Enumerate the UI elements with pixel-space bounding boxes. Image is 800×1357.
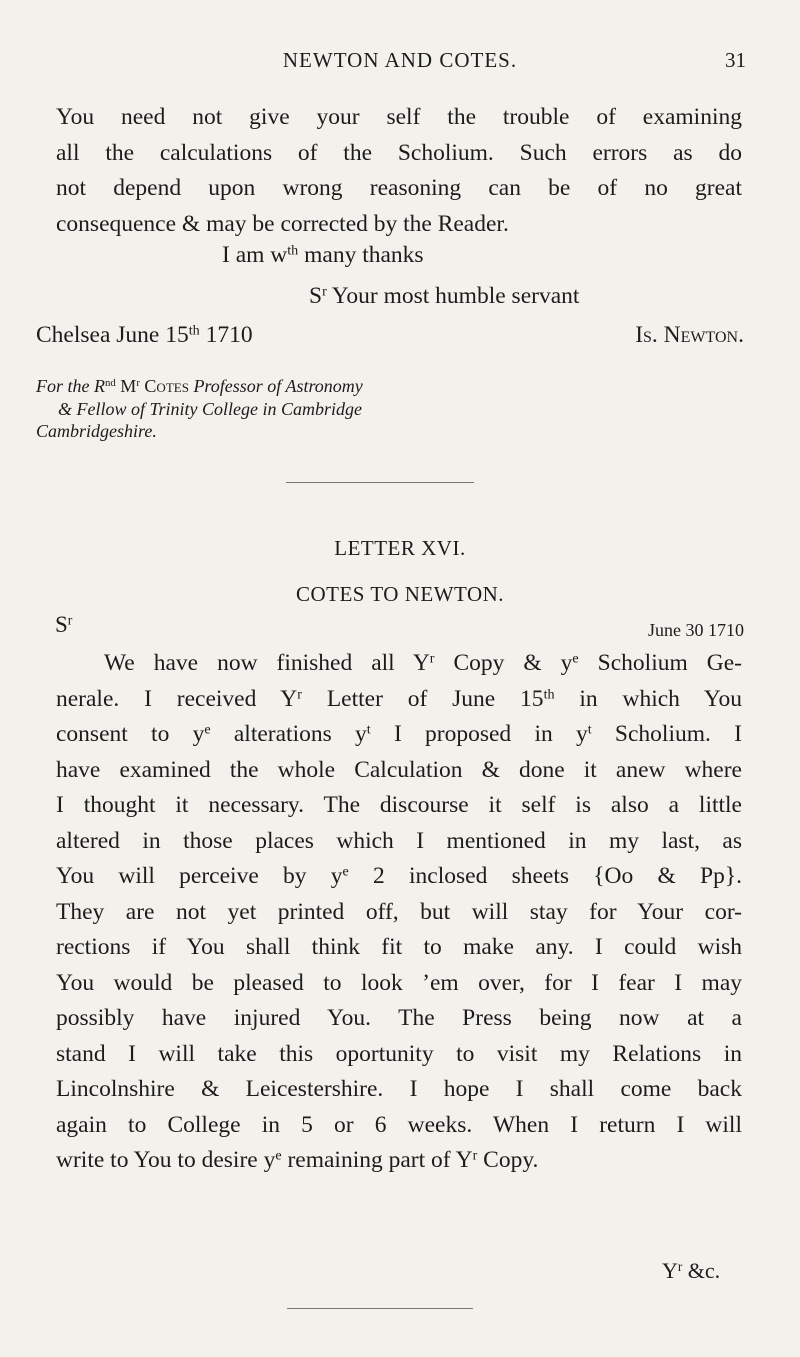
text-line: consent to $y^e$ alterations $y^t$ I proposed in $y^t$ Scholium. I [56, 721, 742, 747]
running-head [0, 48, 800, 78]
salutation: $S^r$ [55, 612, 73, 637]
section-divider [287, 1308, 473, 1309]
text-line: possibly have injured You. The Press being now at a [56, 1005, 742, 1031]
text-line: all the calculations of the Scholium. Such errors as do [56, 139, 742, 166]
letter-heading: LETTER XVI. [334, 536, 466, 560]
text-line: stand I will take this oportunity to visit my Relations in [56, 1040, 742, 1067]
section-divider [286, 482, 474, 483]
page-number: 31 [725, 48, 746, 72]
place-date: Chelsea June 15th 1710 [36, 322, 253, 348]
complimentary-close-2: $S^r$ Your most humble servant [309, 283, 580, 309]
address-line: For the $R^{nd}$ $M^r$ Cotes Professor of Astronomy [36, 376, 363, 396]
text-line: You need not give your self the trouble of examining [56, 104, 742, 130]
running-title: NEWTON AND COTES. [282, 48, 518, 72]
letter-address [36, 375, 736, 443]
text-line: We have now finished all $Y^r$ Copy & $y^e$ Scholium Ge- [104, 650, 742, 676]
text-line: You would be pleased to look ’em over, for I fear I may [56, 969, 742, 996]
text-line: You will perceive by $y^e$ 2 inclosed sheets {Oo & Pp}. [56, 863, 742, 889]
recipient-name: Cotes [144, 376, 189, 396]
complimentary-close-1: I am $w^{th}$ many thanks [222, 242, 424, 268]
text-line: Lincolnshire & Leicestershire. I hope I shall come back [56, 1076, 742, 1102]
address-line: & Fellow of Trinity College in Cambridge [58, 398, 362, 419]
text-line: not depend upon wrong reasoning can be of no great [56, 175, 742, 201]
text-line: They are not yet printed off, but will stay for Your cor- [56, 898, 742, 925]
text-line: I thought it necessary. The discourse it self is also a little [56, 792, 742, 818]
text-line: write to You to desire $y^e$ remaining part of $Y^r$ Copy. [56, 1147, 539, 1173]
letter-subheading: COTES TO NEWTON. [295, 582, 505, 606]
letter-xvi-body [56, 646, 742, 1179]
text-line: have examined the whole Calculation & done it anew where [56, 756, 742, 783]
letter-date: June 30 1710 [648, 620, 744, 640]
letter-xv-closing-paragraph [56, 100, 742, 242]
text-line: nerale. I received $Y^r$ Letter of June 15th in which You [56, 685, 742, 712]
text-line: again to College in 5 or 6 weeks. When I return I will [56, 1111, 742, 1138]
signature: Is. Newton. [635, 322, 744, 348]
text-line: rections if You shall think fit to make any. I could wish [56, 934, 742, 960]
address-line: Cambridgeshire. [36, 421, 157, 441]
text-line: consequence & may be corrected by the Reader. [56, 210, 509, 237]
text-line: altered in those places which I mentioned in my last, as [56, 827, 742, 854]
valediction: $Y^r$ &c. [662, 1258, 721, 1283]
